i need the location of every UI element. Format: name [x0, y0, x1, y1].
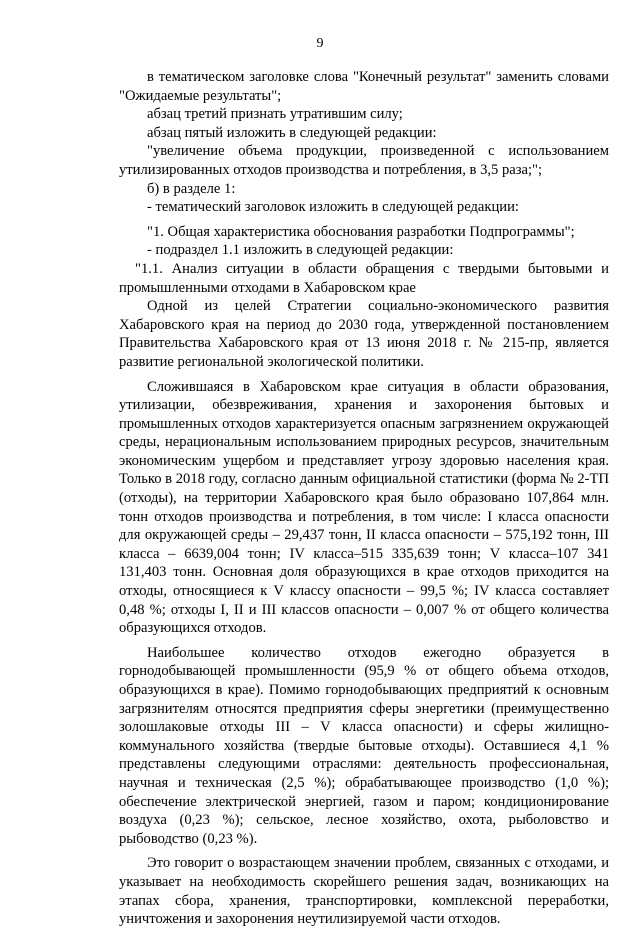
- paragraph-8: - подраздел 1.1 изложить в следующей редакции:: [147, 242, 454, 259]
- paragraph-4: "увеличение объема продукции, произведенной с использованием утилизированных отходов производства и потребления, в 3,5 раза;";: [119, 143, 609, 178]
- paragraph-10: Одной из целей Стратегии социально-экономического развития Хабаровского края на период до 2030 года, утвержденной постановлением Правительства Хабаровского края от 13 июня 2018 г. № 215-пр, является развитие региональной экологической политики.: [119, 298, 609, 370]
- document-body: [119, 68, 609, 929]
- paragraph-7: "1. Общая характеристика обоснования разработки Подпрограммы";: [147, 223, 575, 240]
- section-heading: "1.1. Анализ ситуации в области обращения с твердыми бытовыми и промышленными отходами в Хабаровском крае: [119, 260, 609, 296]
- paragraph-11: Сложившаяся в Хабаровском крае ситуация в области образования, утилизации, обезвреживания, хранения и захоронения бытовых и промышленных отходов характеризуется опасным загрязнением окружающей среды, нерациональным использованием природных ресурсов, значительным экономическим ущербом и представляет угрозу здоровью населения края. Только в 2018 году, согласно данным официальной статистики (форма № 2-ТП (отходы), на территории Хабаровского края было образовано 107,864 млн. тонн отходов производства и потребления, в том числе: I класса опасности для окружающей среды – 29,437 тонн, II класса опасности – 575,192 тонн, III класса – 6639,004 тонн; IV класса–515 335,639 тонн; V класса–107 341 131,403 тонн. Основная доля образующихся в крае отходов приходится на отходы, относящиеся к V классу опасности – 99,5 %; IV класса составляет 0,48 %; отходы I, II и III классов опасности – 0,007 % от общего количества образующихся отходов.: [119, 378, 609, 637]
- paragraph-12: Наибольшее количество отходов ежегодно образуется в горнодобывающей промышленности (95,9 % от общего объема отходов, образующихся в крае). Помимо горнодобывающих предприятий к основным загрязнителям относятся предприятия сферы энергетики (преимущественно золошлаковые отходы III – V класса опасности) и сферы жилищно-коммунального хозяйства (твердые бытовые отходы). Оставшиеся 4,1 % представлены следующими отраслями: деятельность профессиональная, научная и техническая (2,5 %); обрабатывающее производство (1,0 %); обеспечение электрической энергией, газом и паром; кондиционирование воздуха (0,23 %); сельское, лесное хозяйство, охота, рыболовство и рыбоводство (0,23 %).: [119, 644, 609, 847]
- paragraph-6: - тематический заголовок изложить в следующей редакции:: [147, 199, 519, 216]
- paragraph-2: абзац третий признать утратившим силу;: [147, 106, 403, 123]
- paragraph-1: в тематическом заголовке слова "Конечный результат" заменить словами "Ожидаемые результаты";: [119, 69, 609, 104]
- paragraph-5: б) в разделе 1:: [147, 180, 236, 197]
- paragraph-13: Это говорит о возрастающем значении проблем, связанных с отходами, и указывает на необходимость скорейшего решения задач, возникающих на этапах сбора, хранения, транспортировки, комплексной переработки, уничтожения и захоронения неутилизируемой части отходов.: [119, 855, 609, 928]
- page-number: 9: [316, 36, 324, 51]
- paragraph-3: абзац пятый изложить в следующей редакции:: [147, 124, 437, 141]
